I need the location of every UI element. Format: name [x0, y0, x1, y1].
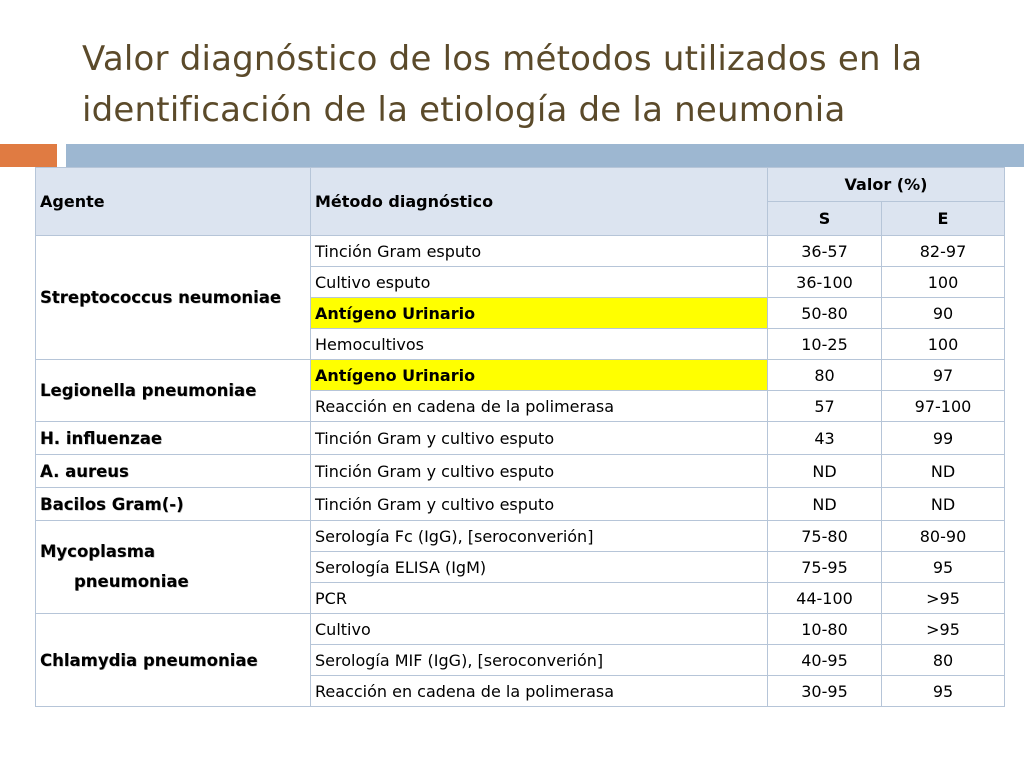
agent-name-line-1: Mycoplasma	[40, 542, 156, 561]
method-cell: Reacción en cadena de la polimerasa	[311, 391, 768, 422]
slide-title	[82, 34, 992, 136]
sensitivity-cell: ND	[768, 455, 882, 488]
agent-cell	[36, 521, 311, 614]
table-row	[36, 614, 1005, 645]
table-row	[36, 521, 1005, 552]
sensitivity-cell: 50-80	[768, 298, 882, 329]
header-row-1	[36, 168, 1005, 202]
agent-cell: H. influenzae	[36, 422, 311, 455]
diagnostic-table	[35, 167, 1005, 707]
sensitivity-cell: 80	[768, 360, 882, 391]
specificity-cell: ND	[882, 488, 1005, 521]
sensitivity-cell: 75-80	[768, 521, 882, 552]
title-line-1: Valor diagnóstico de los métodos utilizados en la	[82, 39, 923, 79]
agent-cell: Legionella pneumoniae	[36, 360, 311, 422]
method-cell: Hemocultivos	[311, 329, 768, 360]
method-cell: Tinción Gram y cultivo esputo	[311, 488, 768, 521]
sensitivity-cell: 36-57	[768, 236, 882, 267]
method-cell: PCR	[311, 583, 768, 614]
specificity-cell: 100	[882, 267, 1005, 298]
header-s: S	[768, 202, 882, 236]
table-row	[36, 236, 1005, 267]
sensitivity-cell: 10-25	[768, 329, 882, 360]
table-row	[36, 455, 1005, 488]
header-agente: Agente	[36, 168, 311, 236]
method-cell: Tinción Gram y cultivo esputo	[311, 455, 768, 488]
sensitivity-cell: 36-100	[768, 267, 882, 298]
sensitivity-cell: 10-80	[768, 614, 882, 645]
agent-name-line-2: pneumoniae	[74, 572, 189, 591]
specificity-cell: 97	[882, 360, 1005, 391]
specificity-cell: 100	[882, 329, 1005, 360]
table-row	[36, 360, 1005, 391]
header-e: E	[882, 202, 1005, 236]
method-cell: Tinción Gram y cultivo esputo	[311, 422, 768, 455]
header-valor: Valor (%)	[768, 168, 1005, 202]
sensitivity-cell: 44-100	[768, 583, 882, 614]
table-row	[36, 422, 1005, 455]
accent-bar-blue	[66, 144, 1024, 167]
specificity-cell: 82-97	[882, 236, 1005, 267]
method-cell: Serología MIF (IgG), [seroconverión]	[311, 645, 768, 676]
specificity-cell: 80	[882, 645, 1005, 676]
accent-bar-orange	[0, 144, 57, 167]
method-cell: Tinción Gram esputo	[311, 236, 768, 267]
table-row	[36, 488, 1005, 521]
specificity-cell: 95	[882, 552, 1005, 583]
specificity-cell: >95	[882, 583, 1005, 614]
agent-cell: Chlamydia pneumoniae	[36, 614, 311, 707]
specificity-cell: >95	[882, 614, 1005, 645]
method-cell-highlighted: Antígeno Urinario	[311, 360, 768, 391]
method-cell: Cultivo	[311, 614, 768, 645]
table-body	[36, 168, 1005, 707]
method-cell: Serología ELISA (IgM)	[311, 552, 768, 583]
method-cell-highlighted: Antígeno Urinario	[311, 298, 768, 329]
specificity-cell: 80-90	[882, 521, 1005, 552]
method-cell: Serología Fc (IgG), [seroconverión]	[311, 521, 768, 552]
agent-cell: A. aureus	[36, 455, 311, 488]
header-metodo: Método diagnóstico	[311, 168, 768, 236]
sensitivity-cell: 30-95	[768, 676, 882, 707]
sensitivity-cell: ND	[768, 488, 882, 521]
agent-cell: Streptococcus neumoniae	[36, 236, 311, 360]
sensitivity-cell: 43	[768, 422, 882, 455]
specificity-cell: 99	[882, 422, 1005, 455]
title-line-2: identificación de la etiología de la neumonia	[82, 90, 846, 130]
specificity-cell: 97-100	[882, 391, 1005, 422]
method-cell: Cultivo esputo	[311, 267, 768, 298]
sensitivity-cell: 75-95	[768, 552, 882, 583]
method-cell: Reacción en cadena de la polimerasa	[311, 676, 768, 707]
specificity-cell: 90	[882, 298, 1005, 329]
sensitivity-cell: 57	[768, 391, 882, 422]
specificity-cell: 95	[882, 676, 1005, 707]
agent-cell: Bacilos Gram(-)	[36, 488, 311, 521]
specificity-cell: ND	[882, 455, 1005, 488]
sensitivity-cell: 40-95	[768, 645, 882, 676]
